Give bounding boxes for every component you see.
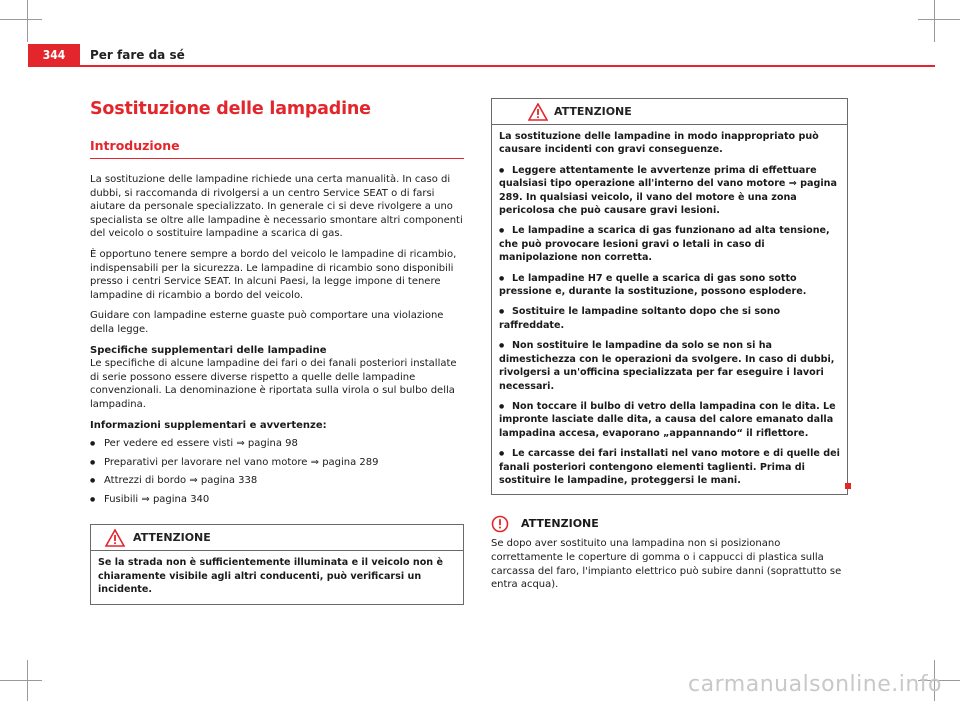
bullet-icon: ●	[499, 342, 505, 350]
warning-box-left	[90, 524, 464, 604]
caution-exclamation-icon	[491, 515, 509, 533]
bullet-icon: ●	[499, 274, 505, 282]
watermark: carmanualsonline.info	[688, 672, 942, 697]
list-item-text: Sostituire le lampadine soltanto dopo che si sono raffreddate.	[499, 306, 781, 331]
caution-title: ATTENZIONE	[521, 517, 599, 531]
crop-mark	[918, 19, 960, 20]
running-header: Per fare da sé	[90, 48, 185, 62]
warning-header	[91, 525, 463, 551]
list-item[interactable]: ● Fusibili ⇒ pagina 340	[90, 493, 464, 507]
page-title: Sostituzione delle lampadine	[90, 99, 371, 119]
warning-title: ATTENZIONE	[133, 531, 211, 545]
warning-box-right	[491, 98, 848, 495]
list-item[interactable]: ● Per vedere ed essere visti ⇒ pagina 98	[90, 437, 464, 451]
crop-mark	[27, 0, 28, 42]
crop-mark	[934, 0, 935, 42]
list-item-text: Non toccare il bulbo di vetro della lampadina con le dita. Le impronte lasciate dalle dita, a causa del calore emanato dalla lampadina accesa, evaporano „appannando“ il riflettore.	[499, 400, 836, 439]
list-item[interactable]: ● Preparativi per lavorare nel vano motore ⇒ pagina 289	[90, 456, 464, 470]
bullet-icon: ●	[499, 450, 505, 458]
caution-text: Se dopo aver sostituito una lampadina non si posizionano correttamente le coperture di gomma o i cappucci di plastica sulla carcassa del faro, l'impianto elettrico può subire danni (soprattutto se entra acqua).	[491, 538, 842, 591]
list-item	[499, 400, 840, 440]
list-item-text: Le lampadine a scarica di gas funzionano ad alta tensione, che può provocare lesioni gravi o letali in caso di manipolazione non corretta.	[499, 225, 830, 264]
list-item	[499, 272, 840, 299]
warning-triangle-icon	[105, 529, 125, 547]
bullet-icon: ●	[499, 166, 505, 174]
warning-title: ATTENZIONE	[554, 105, 632, 118]
list-item	[499, 447, 840, 487]
header-rule	[28, 65, 935, 67]
section-title: Introduzione	[90, 138, 180, 153]
list-item	[499, 164, 840, 218]
warning-body: Se la strada non è sufficientemente illuminata e il veicolo non è chiaramente visibile agli altri conducenti, può verificarsi un incidente.	[98, 557, 443, 596]
bullet-icon: ●	[499, 402, 505, 410]
intro-paragraph-2: È opportuno tenere sempre a bordo del veicolo le lampadine di ricambio, indispensabili per la sicurezza. Le lampadine di ricambio sono disponibili presso i centri Service SEAT. In alcuni Paesi, la legge impone di tenere lampadine di ricambio a bordo del veicolo.	[90, 248, 457, 301]
list-item-text: Leggere attentamente le avvertenze prima di effettuare qualsiasi tipo operazione all'interno del vano motore ⇒ pagina 289. In qualsiasi veicolo, il vano del motore è una zona pericolosa che può causare gravi lesioni.	[499, 164, 837, 217]
intro-paragraph-3: Guidare con lampadine esterne guaste può comportare una violazione della legge.	[90, 310, 444, 335]
list-item-text: Le lampadine H7 e quelle a scarica di gas sono sotto pressione e, durante la sostituzione, possono esplodere.	[499, 272, 807, 298]
list-item[interactable]: ● Attrezzi di bordo ⇒ pagina 338	[90, 474, 464, 488]
intro-paragraph-1: La sostituzione delle lampadine richiede una certa manualità. In caso di dubbi, si raccomanda di rivolgersi a un centro Service SEAT o di farsi aiutare da personale specializzato. In generale ci si deve rivolgere a uno specialista se oltre alle lampadine è necessario smontare altri componenti del veicolo o sostituire lampadine a scarica di gas.	[90, 174, 463, 240]
list-item	[499, 339, 840, 393]
spec-paragraph: Le specifiche di alcune lampadine dei fari o dei fanali posteriori installate di serie possono essere diverse rispetto a quelle delle lampadine convenzionali. La denominazione è riportata sulla virola o sul bulbo della lampadina.	[90, 358, 457, 410]
left-column	[90, 98, 464, 605]
spec-heading: Specifiche supplementari delle lampadine	[90, 344, 327, 356]
warning-intro: La sostituzione delle lampadine in modo inappropriato può causare incidenti con gravi conseguenze.	[499, 131, 819, 156]
list-item-text: Non sostituire le lampadine da solo se non si ha dimestichezza con le operazioni da svolgere. In caso di dubbi, rivolgersi a un'officina specializzata per far eseguire i lavori necessari.	[499, 340, 835, 392]
crop-mark	[0, 680, 42, 681]
warning-body	[492, 125, 847, 494]
section-rule	[90, 158, 464, 159]
bullet-icon: ●	[499, 227, 505, 235]
list-item	[499, 305, 840, 332]
warning-triangle-icon	[528, 103, 548, 121]
list-item-text: Le carcasse dei fari installati nel vano motore e di quelle dei fanali posteriori contengono elementi taglienti. Prima di sostituire le lampadine, proteggersi le mani.	[499, 448, 840, 486]
info-heading: Informazioni supplementari e avvertenze:	[90, 419, 327, 431]
caution-note	[491, 517, 848, 591]
end-of-section-marker	[845, 483, 851, 489]
info-list	[90, 437, 464, 506]
list-item	[499, 224, 840, 264]
crop-mark	[27, 660, 28, 701]
page-number: 344	[28, 44, 80, 66]
right-column	[491, 98, 848, 592]
bullet-icon: ●	[499, 308, 505, 316]
crop-mark	[0, 19, 42, 20]
warning-header	[492, 99, 847, 125]
